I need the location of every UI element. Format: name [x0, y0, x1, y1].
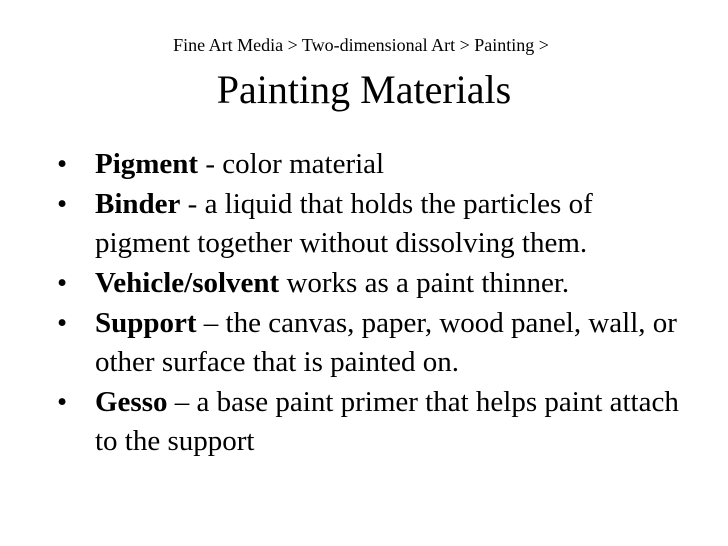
bullet-term: Pigment	[95, 148, 199, 180]
bullet-term: Gesso	[95, 386, 168, 418]
bullet-dot-icon: •	[57, 148, 68, 180]
bullet-description: – a base paint primer that helps paint attach to the support	[95, 386, 679, 457]
breadcrumb	[0, 33, 728, 57]
bullet-list	[55, 145, 685, 462]
bullet-description: – the canvas, paper, wood panel, wall, or other surface that is painted on.	[95, 307, 677, 378]
bullet-item-gesso	[55, 383, 685, 461]
bullet-item-vehicle-solvent	[55, 264, 685, 303]
bullet-description: works as a paint thinner.	[279, 267, 570, 299]
bullet-description: - color material	[198, 148, 385, 180]
bullet-term: Binder	[95, 188, 181, 220]
breadcrumb-text: Fine Art Media > Two-dimensional Art > Painting >	[173, 35, 549, 55]
bullet-term: Vehicle/solvent	[95, 267, 280, 299]
bullet-dot-icon: •	[57, 188, 68, 220]
bullet-term: Support	[95, 307, 197, 339]
bullet-dot-icon: •	[57, 307, 68, 339]
bullet-item-binder	[55, 185, 685, 263]
bullet-dot-icon: •	[57, 267, 68, 299]
bullet-item-pigment	[55, 145, 685, 184]
bullet-description: - a liquid that holds the particles of pigment together without dissolving them.	[95, 188, 593, 259]
bullet-dot-icon: •	[57, 386, 68, 418]
page-title: Painting Materials	[216, 67, 512, 112]
bullet-item-support	[55, 304, 685, 382]
